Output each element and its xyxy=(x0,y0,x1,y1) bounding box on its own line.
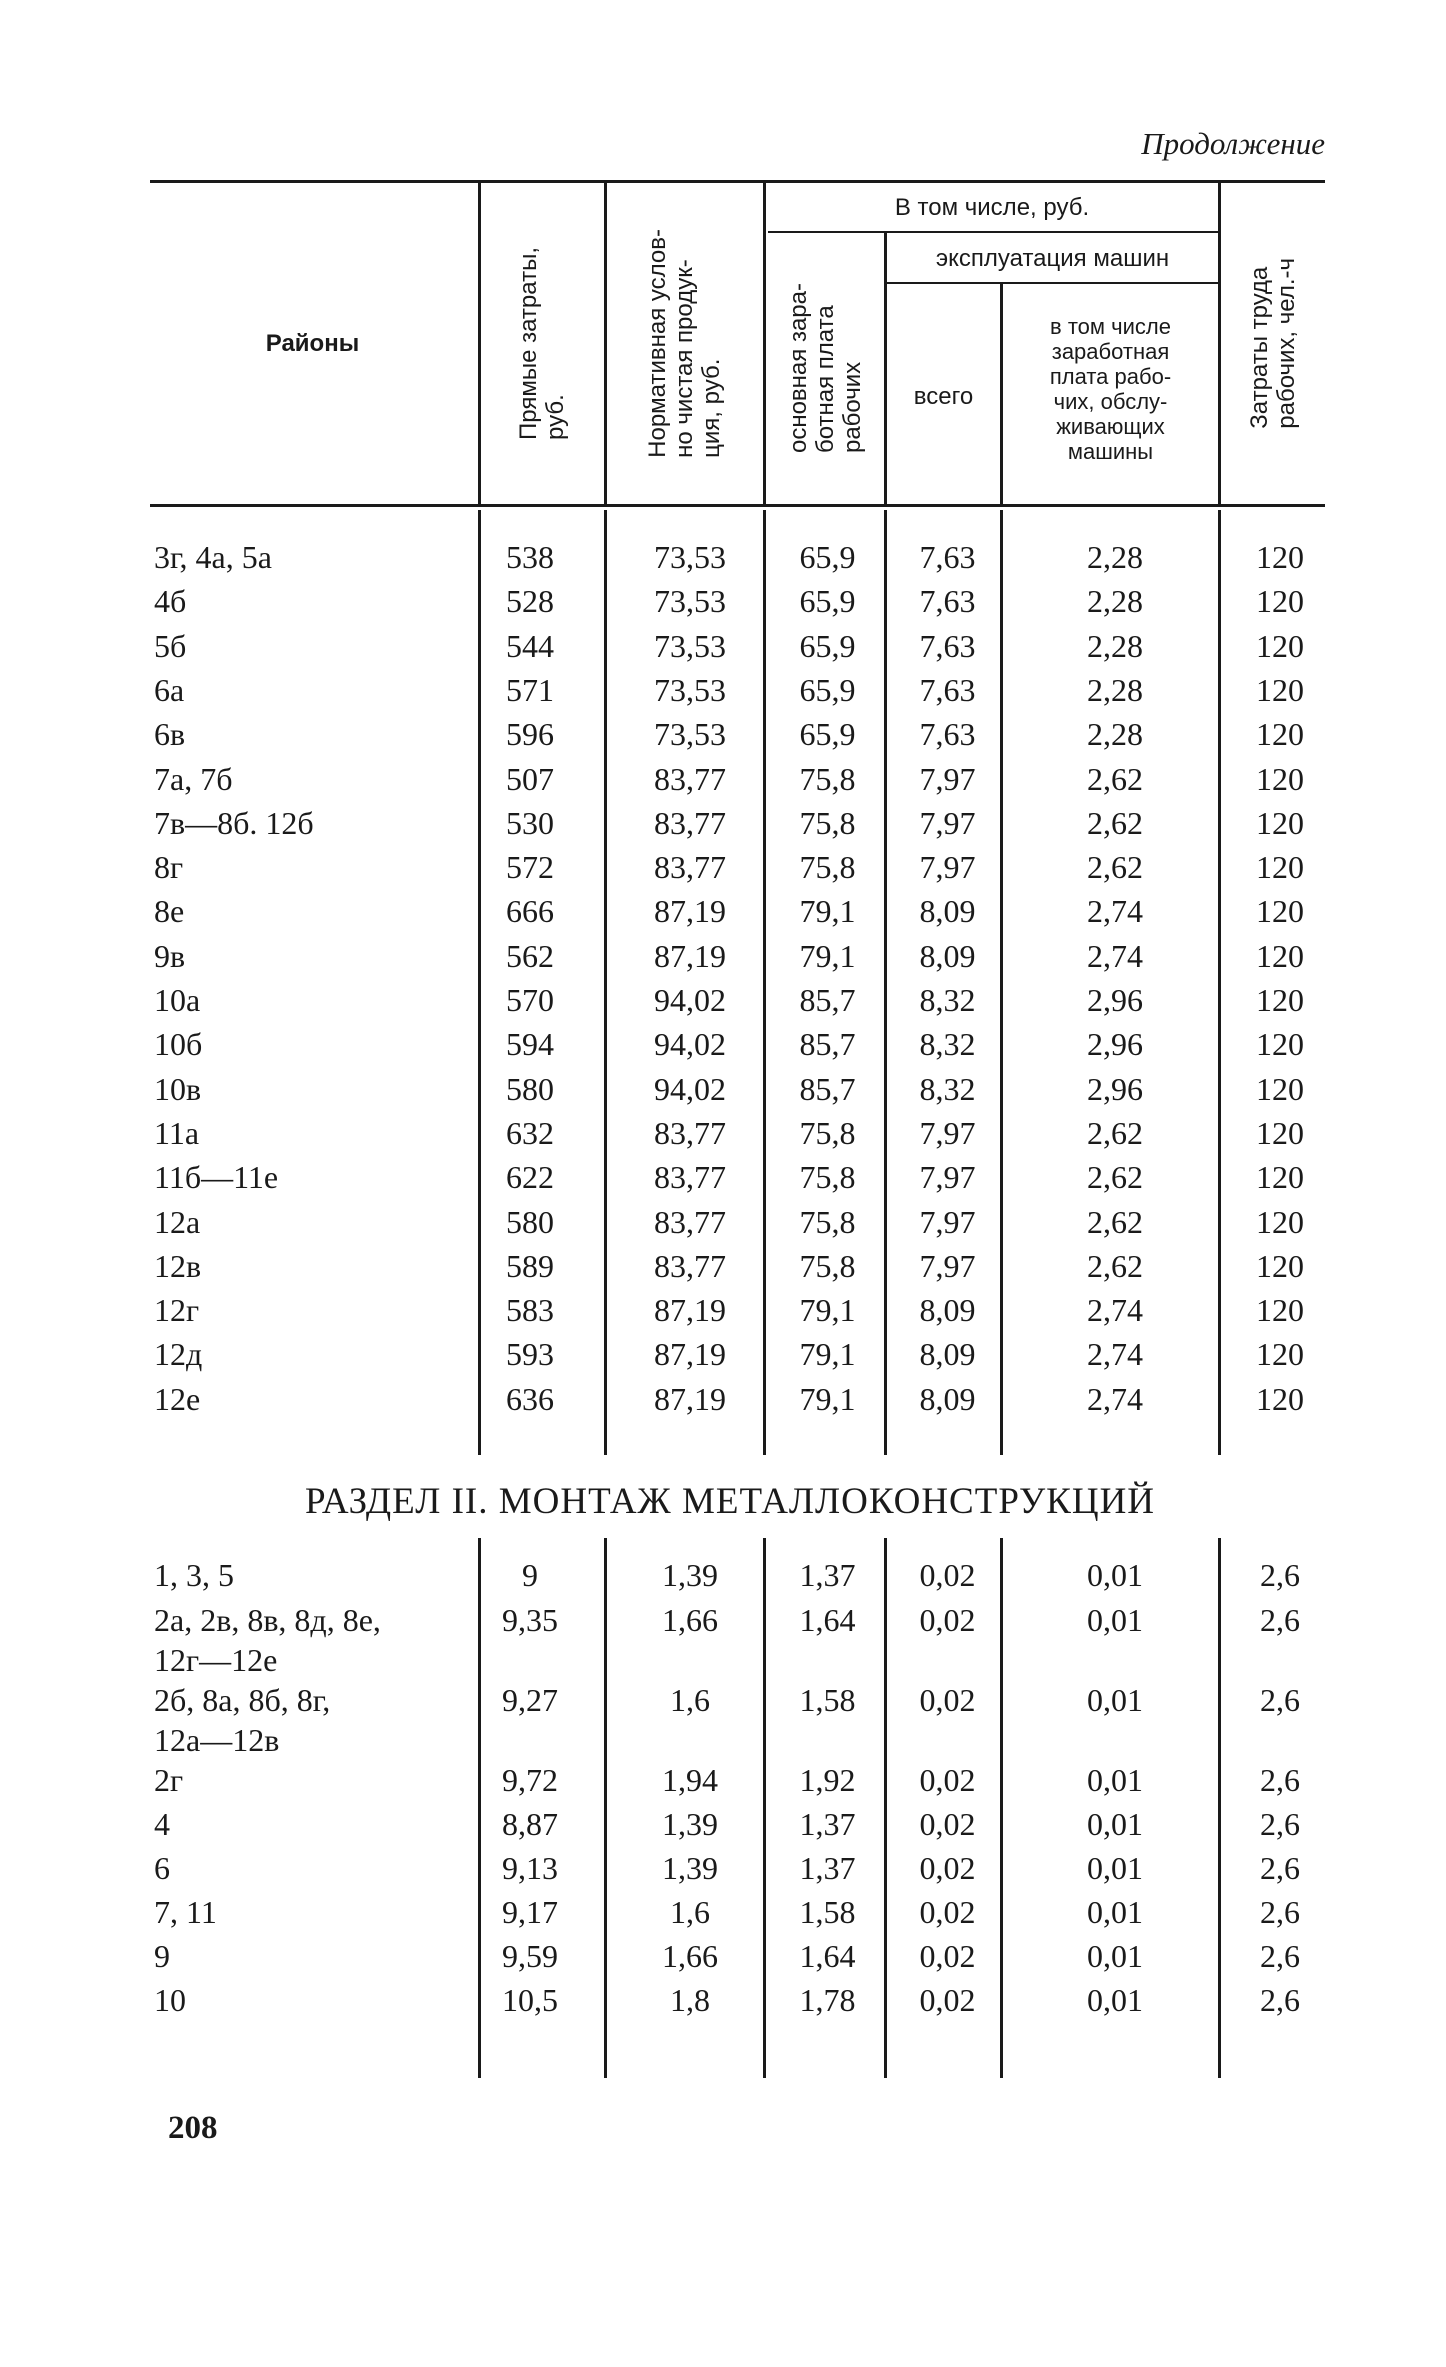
cell-base-wage: 75,8 xyxy=(799,1247,856,1284)
cell-direct-costs: 571 xyxy=(506,671,554,708)
cell-machine-wage: 2,74 xyxy=(1087,937,1143,974)
table-row xyxy=(0,1069,1446,1113)
page-number: 208 xyxy=(168,2110,218,2146)
cell-labor-costs: 2,6 xyxy=(1260,1850,1300,1886)
cell-machine-total: 7,97 xyxy=(919,849,976,886)
cell-direct-costs: 572 xyxy=(506,849,554,886)
cell-base-wage: 85,7 xyxy=(799,1070,856,1107)
table-row xyxy=(0,1804,1446,1848)
cell-region: 12а xyxy=(154,1203,201,1240)
cell-base-wage: 1,64 xyxy=(799,1938,856,1974)
cell-normative-net: 1,8 xyxy=(670,1982,710,2018)
cell-direct-costs: 9 xyxy=(522,1557,538,1593)
cell-machine-wage: 2,62 xyxy=(1087,1114,1143,1151)
cell-direct-costs: 9,13 xyxy=(502,1850,558,1886)
cell-normative-net: 94,02 xyxy=(654,1026,726,1063)
cell-machine-wage: 2,62 xyxy=(1087,849,1143,886)
cell-direct-costs: 622 xyxy=(506,1159,554,1196)
cell-machine-wage: 2,74 xyxy=(1087,1380,1143,1417)
table-row xyxy=(0,714,1446,758)
cell-machine-wage: 2,62 xyxy=(1087,804,1143,841)
table-row xyxy=(0,1246,1446,1290)
cell-normative-net: 1,39 xyxy=(662,1806,718,1842)
cell-machine-wage: 0,01 xyxy=(1087,1894,1143,1930)
table-row xyxy=(0,1024,1446,1068)
table-row xyxy=(0,626,1446,670)
cell-machine-wage: 2,28 xyxy=(1087,671,1143,708)
cell-direct-costs: 666 xyxy=(506,893,554,930)
cell-machine-wage: 2,74 xyxy=(1087,893,1143,930)
cell-machine-wage: 2,74 xyxy=(1087,1292,1143,1329)
cell-direct-costs: 632 xyxy=(506,1114,554,1151)
cell-region: 4 xyxy=(154,1806,170,1842)
cell-machine-total: 7,63 xyxy=(919,583,976,620)
cell-direct-costs: 589 xyxy=(506,1247,554,1284)
cell-normative-net: 73,53 xyxy=(654,716,726,753)
cell-machine-total: 8,09 xyxy=(919,893,976,930)
section2-title: РАЗДЕЛ II. МОНТАЖ МЕТАЛЛОКОНСТРУКЦИЙ xyxy=(304,1481,1156,1522)
cell-region: 9в xyxy=(154,937,186,974)
table-row xyxy=(0,759,1446,803)
cell-region: 4б xyxy=(154,583,187,620)
cell-normative-net: 94,02 xyxy=(654,982,726,1018)
cell-base-wage: 65,9 xyxy=(799,539,856,575)
header-base-wage-cell xyxy=(766,236,884,500)
cell-normative-net: 83,77 xyxy=(654,849,726,886)
cell-machine-wage: 2,28 xyxy=(1087,716,1143,753)
cell-base-wage: 75,8 xyxy=(799,1203,856,1240)
table-row xyxy=(0,1113,1446,1157)
cell-machine-wage: 0,01 xyxy=(1087,1938,1143,1974)
machine-rule xyxy=(886,282,1220,284)
header-machine-operation: эксплуатация машин xyxy=(935,245,1170,272)
cell-direct-costs: 8,87 xyxy=(502,1806,558,1842)
cell-machine-total: 8,32 xyxy=(919,1070,976,1107)
header-including: В том числе, руб. xyxy=(894,194,1090,221)
cell-region: 12д xyxy=(154,1336,203,1373)
cell-machine-wage: 2,62 xyxy=(1087,760,1143,797)
cell-normative-net: 87,19 xyxy=(654,1380,726,1417)
cell-region: 5б xyxy=(154,627,187,664)
cell-normative-net: 73,53 xyxy=(654,583,726,620)
cell-labor-costs: 2,6 xyxy=(1260,1557,1300,1593)
cell-labor-costs: 2,6 xyxy=(1260,1982,1300,2018)
cell-labor-costs: 2,6 xyxy=(1260,1602,1300,1638)
cell-labor-costs: 120 xyxy=(1256,804,1304,841)
table-row xyxy=(0,1379,1446,1423)
cell-machine-total: 8,32 xyxy=(919,1026,976,1063)
table-row xyxy=(0,936,1446,980)
header-machine-wage: в том числе заработная плата рабо- чих, обслу- живающих машины xyxy=(1049,314,1172,464)
cell-machine-wage: 2,62 xyxy=(1087,1203,1143,1240)
header-base-wage: основная зара- ботная плата рабочих xyxy=(784,282,866,453)
cell-region: 7а, 7б xyxy=(154,760,233,797)
table-row xyxy=(0,1290,1446,1334)
cell-machine-wage: 0,01 xyxy=(1087,1682,1143,1718)
cell-region: 7, 11 xyxy=(154,1894,217,1930)
cell-labor-costs: 120 xyxy=(1256,1114,1304,1151)
cell-labor-costs: 2,6 xyxy=(1260,1806,1300,1842)
cell-region: 6 xyxy=(154,1850,170,1886)
cell-labor-costs: 120 xyxy=(1256,1203,1304,1240)
continued-label: Продолжение xyxy=(1141,126,1325,161)
cell-direct-costs: 636 xyxy=(506,1380,554,1417)
table-row xyxy=(0,1980,1446,2024)
cell-region: 6в xyxy=(154,716,186,753)
cell-machine-total: 8,32 xyxy=(919,982,976,1018)
cell-base-wage: 1,64 xyxy=(799,1602,856,1638)
cell-machine-total: 0,02 xyxy=(919,1557,976,1593)
cell-labor-costs: 2,6 xyxy=(1260,1762,1300,1798)
cell-normative-net: 73,53 xyxy=(654,671,726,708)
cell-machine-wage: 0,01 xyxy=(1087,1850,1143,1886)
including-rule xyxy=(768,231,1220,233)
cell-direct-costs: 9,17 xyxy=(502,1894,558,1930)
cell-normative-net: 73,53 xyxy=(654,627,726,664)
table-row xyxy=(0,1600,1446,1678)
cell-direct-costs: 583 xyxy=(506,1292,554,1329)
table-row xyxy=(0,847,1446,891)
cell-base-wage: 1,92 xyxy=(799,1762,856,1798)
cell-machine-wage: 2,62 xyxy=(1087,1159,1143,1196)
cell-machine-total: 7,63 xyxy=(919,671,976,708)
cell-machine-wage: 0,01 xyxy=(1087,1982,1143,2018)
cell-labor-costs: 120 xyxy=(1256,671,1304,708)
table-row xyxy=(0,1202,1446,1246)
cell-region: 11а xyxy=(154,1114,200,1151)
cell-base-wage: 75,8 xyxy=(799,760,856,797)
cell-normative-net: 83,77 xyxy=(654,1203,726,1240)
cell-machine-total: 0,02 xyxy=(919,1982,976,2018)
cell-normative-net: 87,19 xyxy=(654,1292,726,1329)
cell-direct-costs: 10,5 xyxy=(502,1982,558,2018)
cell-region: 8г xyxy=(154,849,184,886)
cell-machine-total: 0,02 xyxy=(919,1850,976,1886)
cell-normative-net: 87,19 xyxy=(654,893,726,930)
cell-base-wage: 1,37 xyxy=(799,1557,856,1593)
cell-labor-costs: 120 xyxy=(1256,716,1304,753)
cell-direct-costs: 580 xyxy=(506,1070,554,1107)
table-row xyxy=(0,1936,1446,1980)
cell-region: 12в xyxy=(154,1247,202,1284)
cell-labor-costs: 2,6 xyxy=(1260,1938,1300,1974)
cell-machine-wage: 0,01 xyxy=(1087,1557,1143,1593)
cell-labor-costs: 120 xyxy=(1256,982,1304,1018)
cell-direct-costs: 596 xyxy=(506,716,554,753)
cell-machine-wage: 2,96 xyxy=(1087,1070,1143,1107)
table-row xyxy=(0,1760,1446,1804)
cell-machine-total: 7,97 xyxy=(919,1247,976,1284)
cell-machine-wage: 2,96 xyxy=(1087,1026,1143,1063)
cell-region: 2а, 2в, 8в, 8д, 8е, 12г—12е xyxy=(154,1602,381,1678)
cell-base-wage: 1,78 xyxy=(799,1982,856,2018)
cell-base-wage: 1,58 xyxy=(799,1894,856,1930)
cell-normative-net: 83,77 xyxy=(654,804,726,841)
cell-base-wage: 65,9 xyxy=(799,671,856,708)
cell-labor-costs: 120 xyxy=(1256,1292,1304,1329)
cell-normative-net: 1,39 xyxy=(662,1850,718,1886)
cell-direct-costs: 594 xyxy=(506,1026,554,1063)
cell-machine-total: 7,97 xyxy=(919,1203,976,1240)
cell-machine-total: 0,02 xyxy=(919,1762,976,1798)
cell-base-wage: 85,7 xyxy=(799,982,856,1018)
cell-region: 12е xyxy=(154,1380,201,1417)
cell-region: 12г xyxy=(154,1292,200,1329)
cell-machine-total: 0,02 xyxy=(919,1894,976,1930)
cell-labor-costs: 120 xyxy=(1256,1380,1304,1417)
cell-normative-net: 1,66 xyxy=(662,1938,718,1974)
cell-base-wage: 79,1 xyxy=(799,893,856,930)
header-regions: Районы xyxy=(265,330,360,357)
cell-labor-costs: 2,6 xyxy=(1260,1682,1300,1718)
cell-direct-costs: 9,72 xyxy=(502,1762,558,1798)
cell-machine-wage: 2,28 xyxy=(1087,539,1143,575)
cell-machine-wage: 2,96 xyxy=(1087,982,1143,1018)
table-row xyxy=(0,1157,1446,1201)
header-direct-costs-cell xyxy=(481,186,603,500)
cell-normative-net: 83,77 xyxy=(654,1114,726,1151)
cell-machine-wage: 0,01 xyxy=(1087,1602,1143,1638)
cell-direct-costs: 544 xyxy=(506,627,554,664)
cell-normative-net: 1,66 xyxy=(662,1602,718,1638)
cell-labor-costs: 120 xyxy=(1256,539,1304,575)
cell-labor-costs: 120 xyxy=(1256,849,1304,886)
table-row xyxy=(0,1892,1446,1936)
table-row xyxy=(0,670,1446,714)
cell-machine-total: 0,02 xyxy=(919,1938,976,1974)
cell-labor-costs: 120 xyxy=(1256,893,1304,930)
cell-labor-costs: 120 xyxy=(1256,1159,1304,1196)
cell-machine-total: 7,63 xyxy=(919,716,976,753)
cell-machine-total: 7,97 xyxy=(919,1159,976,1196)
cell-machine-total: 8,09 xyxy=(919,1336,976,1373)
cell-machine-total: 7,97 xyxy=(919,1114,976,1151)
cell-region: 1, 3, 5 xyxy=(154,1557,234,1593)
cell-base-wage: 75,8 xyxy=(799,849,856,886)
cell-machine-wage: 0,01 xyxy=(1087,1806,1143,1842)
table-row xyxy=(0,1555,1446,1599)
cell-direct-costs: 538 xyxy=(506,539,554,575)
header-total: всего xyxy=(913,383,974,410)
cell-region: 6а xyxy=(154,671,185,708)
table-row xyxy=(0,803,1446,847)
header-direct-costs: Прямые затраты, руб. xyxy=(515,246,569,440)
cell-normative-net: 1,39 xyxy=(662,1557,718,1593)
cell-base-wage: 65,9 xyxy=(799,627,856,664)
cell-normative-net: 94,02 xyxy=(654,1070,726,1107)
table-row xyxy=(0,1334,1446,1378)
cell-base-wage: 1,37 xyxy=(799,1850,856,1886)
table-row xyxy=(0,1848,1446,1892)
cell-normative-net: 73,53 xyxy=(654,539,726,575)
cell-labor-costs: 120 xyxy=(1256,1247,1304,1284)
cell-labor-costs: 2,6 xyxy=(1260,1894,1300,1930)
cell-normative-net: 87,19 xyxy=(654,937,726,974)
cell-base-wage: 1,37 xyxy=(799,1806,856,1842)
cell-region: 10а xyxy=(154,982,201,1018)
cell-labor-costs: 120 xyxy=(1256,1336,1304,1373)
cell-direct-costs: 9,27 xyxy=(502,1682,558,1718)
cell-region: 8е xyxy=(154,893,185,930)
table-row xyxy=(0,537,1446,581)
cell-labor-costs: 120 xyxy=(1256,937,1304,974)
cell-base-wage: 79,1 xyxy=(799,1336,856,1373)
cell-machine-total: 7,97 xyxy=(919,760,976,797)
table-row xyxy=(0,581,1446,625)
cell-machine-total: 8,09 xyxy=(919,1380,976,1417)
cell-direct-costs: 570 xyxy=(506,982,554,1018)
cell-base-wage: 75,8 xyxy=(799,804,856,841)
cell-base-wage: 79,1 xyxy=(799,1380,856,1417)
header-labor-costs-cell xyxy=(1221,186,1325,500)
table-row xyxy=(0,891,1446,935)
cell-base-wage: 65,9 xyxy=(799,716,856,753)
cell-machine-total: 7,97 xyxy=(919,804,976,841)
table-row xyxy=(0,1680,1446,1758)
cell-region: 11б—11е xyxy=(154,1159,279,1196)
cell-normative-net: 1,6 xyxy=(670,1894,710,1930)
cell-machine-total: 8,09 xyxy=(919,937,976,974)
cell-base-wage: 75,8 xyxy=(799,1159,856,1196)
cell-normative-net: 1,6 xyxy=(670,1682,710,1718)
cell-direct-costs: 580 xyxy=(506,1203,554,1240)
cell-direct-costs: 9,59 xyxy=(502,1938,558,1974)
cell-normative-net: 87,19 xyxy=(654,1336,726,1373)
cell-base-wage: 85,7 xyxy=(799,1026,856,1063)
cell-region: 2г xyxy=(154,1762,184,1798)
cell-machine-total: 8,09 xyxy=(919,1292,976,1329)
cell-machine-total: 7,63 xyxy=(919,627,976,664)
header-bottom-rule xyxy=(150,504,1325,507)
cell-machine-wage: 2,62 xyxy=(1087,1247,1143,1284)
cell-region: 9 xyxy=(154,1938,170,1974)
table-row xyxy=(0,980,1446,1024)
cell-normative-net: 83,77 xyxy=(654,760,726,797)
table-top-rule xyxy=(150,180,1325,183)
cell-direct-costs: 9,35 xyxy=(502,1602,558,1638)
cell-machine-wage: 2,28 xyxy=(1087,627,1143,664)
cell-labor-costs: 120 xyxy=(1256,760,1304,797)
cell-normative-net: 1,94 xyxy=(662,1762,718,1798)
cell-labor-costs: 120 xyxy=(1256,583,1304,620)
cell-region: 10в xyxy=(154,1070,202,1107)
cell-machine-total: 0,02 xyxy=(919,1682,976,1718)
cell-region: 2б, 8а, 8б, 8г, 12а—12в xyxy=(154,1682,331,1758)
cell-normative-net: 83,77 xyxy=(654,1159,726,1196)
cell-base-wage: 65,9 xyxy=(799,583,856,620)
header-labor-costs: Затраты труда рабочих, чел.-ч xyxy=(1246,257,1300,429)
cell-region: 10б xyxy=(154,1026,203,1063)
cell-machine-wage: 2,74 xyxy=(1087,1336,1143,1373)
cell-direct-costs: 562 xyxy=(506,937,554,974)
cell-region: 7в—8б. 12б xyxy=(154,804,314,841)
cell-direct-costs: 530 xyxy=(506,804,554,841)
cell-machine-total: 7,63 xyxy=(919,539,976,575)
cell-base-wage: 75,8 xyxy=(799,1114,856,1151)
cell-base-wage: 79,1 xyxy=(799,937,856,974)
header-normative-net-cell xyxy=(607,186,762,500)
cell-region: 10 xyxy=(154,1982,186,2018)
header-normative-net: Нормативная услов- но чистая продук- ция, руб. xyxy=(644,228,725,458)
cell-machine-wage: 2,28 xyxy=(1087,583,1143,620)
cell-machine-total: 0,02 xyxy=(919,1806,976,1842)
cell-machine-wage: 0,01 xyxy=(1087,1762,1143,1798)
cell-direct-costs: 528 xyxy=(506,583,554,620)
cell-direct-costs: 593 xyxy=(506,1336,554,1373)
cell-machine-total: 0,02 xyxy=(919,1602,976,1638)
cell-labor-costs: 120 xyxy=(1256,1026,1304,1063)
cell-labor-costs: 120 xyxy=(1256,1070,1304,1107)
cell-base-wage: 79,1 xyxy=(799,1292,856,1329)
cell-labor-costs: 120 xyxy=(1256,627,1304,664)
cell-direct-costs: 507 xyxy=(506,760,554,797)
cell-base-wage: 1,58 xyxy=(799,1682,856,1718)
cell-normative-net: 83,77 xyxy=(654,1247,726,1284)
cell-region: 3г, 4а, 5а xyxy=(154,539,272,575)
